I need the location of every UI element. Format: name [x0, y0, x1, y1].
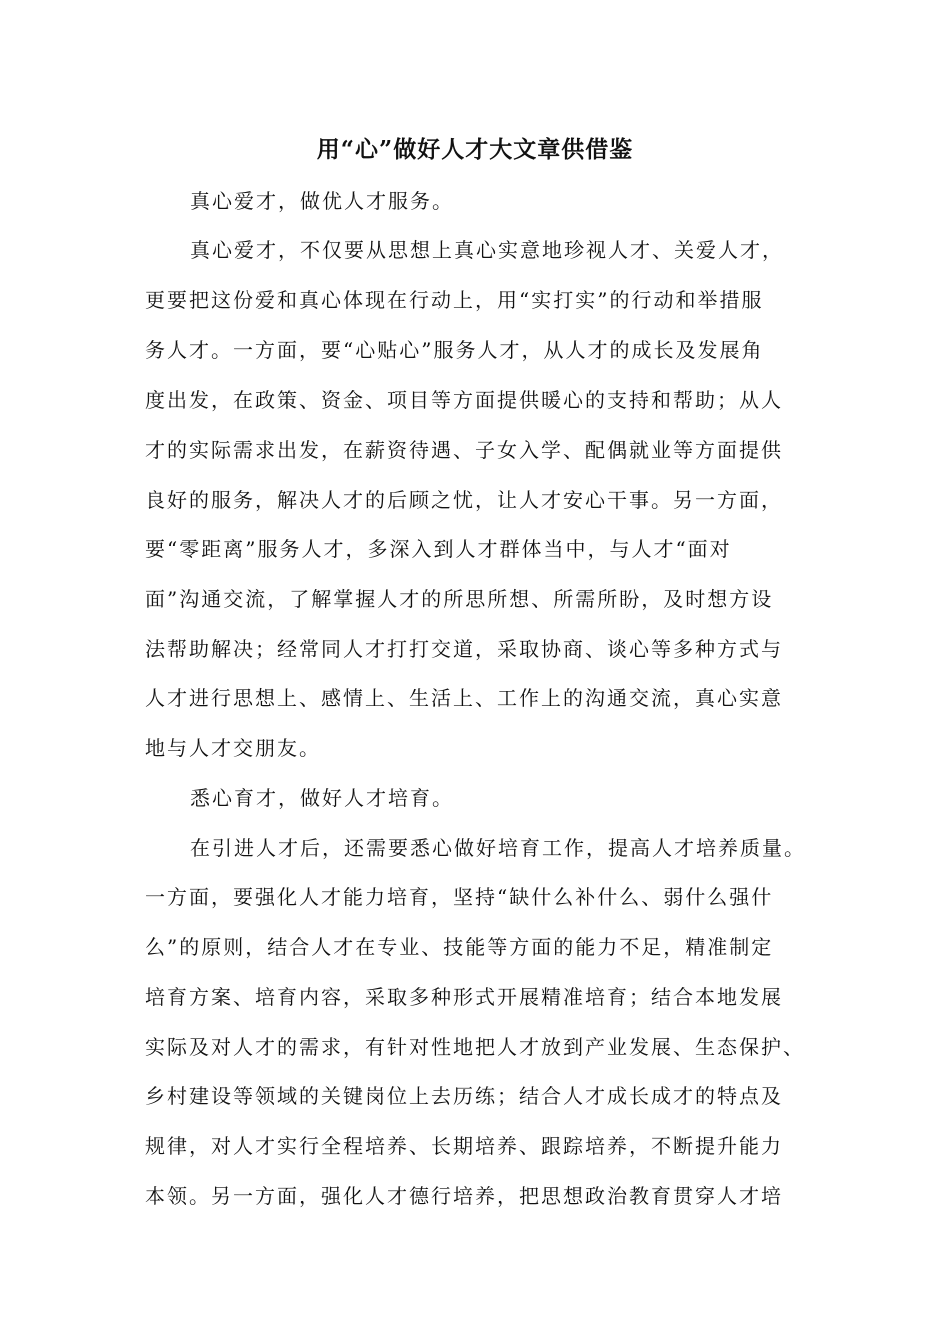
paragraph-line: 人才进行思想上、感情上、生活上、工作上的沟通交流，真心实意 — [145, 686, 783, 710]
paragraph-line: 务人才。一方面，要“心贴心”服务人才，从人才的成长及发展角 — [145, 338, 764, 362]
paragraph-line: 才的实际需求出发，在薪资待遇、子女入学、配偶就业等方面提供 — [145, 438, 783, 462]
paragraph-line: 面”沟通交流，了解掌握人才的所思所想、所需所盼，及时想方设 — [145, 587, 774, 611]
paragraph-line: 更要把这份爱和真心体现在行动上，用“实打实”的行动和举措服 — [145, 288, 764, 312]
paragraph-line: 乡村建设等领域的关键岗位上去历练；结合人才成长成才的特点及 — [145, 1084, 783, 1108]
document-title: 用“心”做好人才大文章供借鉴 — [316, 136, 634, 163]
paragraph-line: 地与人才交朋友。 — [145, 736, 321, 760]
paragraph-line: 培育方案、培育内容，采取多种形式开展精准培育；结合本地发展 — [145, 985, 783, 1009]
paragraph-line: 规律，对人才实行全程培养、长期培养、跟踪培养，不断提升能力 — [145, 1134, 783, 1158]
heading-line: 悉心育才，做好人才培育。 — [190, 786, 454, 810]
paragraph-line: 法帮助解决；经常同人才打打交道，采取协商、谈心等多种方式与 — [145, 637, 783, 661]
paragraph-line: 良好的服务，解决人才的后顾之忧，让人才安心干事。另一方面， — [145, 488, 783, 512]
paragraph-line: 实际及对人才的需求，有针对性地把人才放到产业发展、生态保护、 — [145, 1035, 805, 1059]
paragraph-line: 一方面，要强化人才能力培育，坚持“缺什么补什么、弱什么强什 — [145, 885, 774, 909]
paragraph-line: 本领。另一方面，强化人才德行培养，把思想政治教育贯穿人才培 — [145, 1184, 783, 1208]
paragraph-line: 度出发，在政策、资金、项目等方面提供暖心的支持和帮助；从人 — [145, 388, 783, 412]
paragraph-line: 要“零距离”服务人才，多深入到人才群体当中，与人才“面对 — [145, 537, 732, 561]
paragraph-line: 么”的原则，结合人才在专业、技能等方面的能力不足，精准制定 — [145, 935, 774, 959]
paragraph-line: 真心爱才，不仅要从思想上真心实意地珍视人才、关爱人才， — [190, 238, 784, 262]
paragraph-line: 在引进人才后，还需要悉心做好培育工作，提高人才培养质量。 — [190, 836, 806, 860]
heading-line: 真心爱才，做优人才服务。 — [190, 189, 454, 213]
